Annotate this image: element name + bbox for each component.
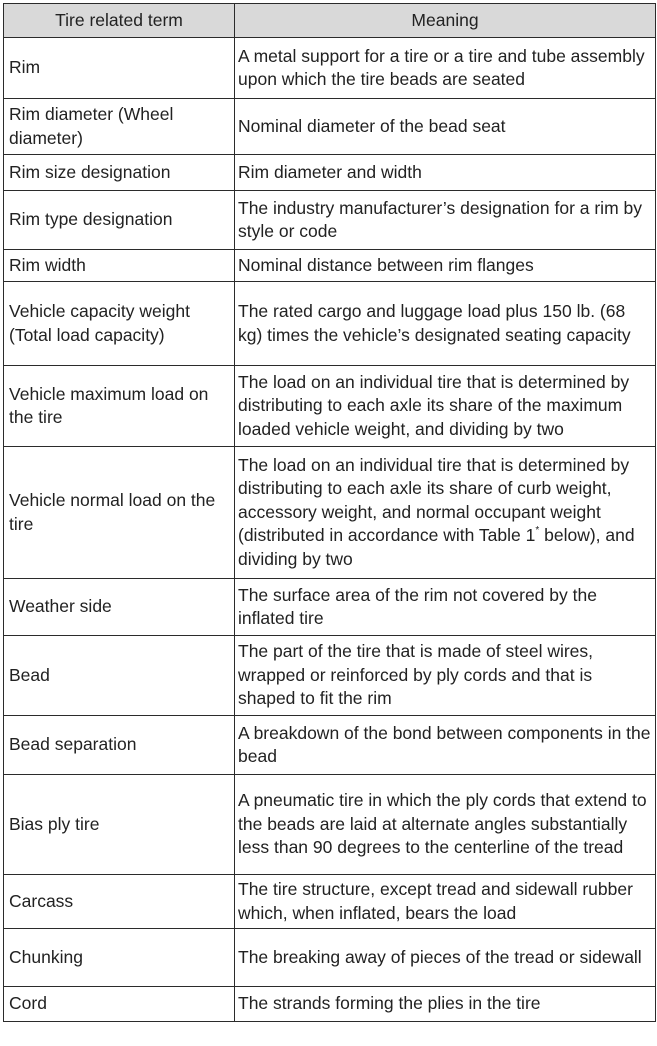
term-cell: Rim type designation — [4, 191, 235, 250]
meaning-text: The load on an individual tire that is determined by distributing to each axle its share of curb weight, accessory weight, and normal occupant weight (distributed in accordance with Table 1 — [238, 454, 630, 546]
table-row — [4, 366, 656, 447]
table-row — [4, 636, 656, 716]
footnote-marker: * — [535, 525, 540, 537]
table-row — [4, 579, 656, 636]
table-row — [4, 250, 656, 282]
term-cell: Bead — [4, 636, 235, 716]
term-cell: Carcass — [4, 875, 235, 929]
table-row — [4, 282, 656, 366]
term-cell: Weather side — [4, 579, 235, 636]
meaning-cell: The tire structure, except tread and sidewall rubber which, when inflated, bears the load — [235, 875, 656, 929]
meaning-cell: The breaking away of pieces of the tread or sidewall — [235, 929, 656, 987]
term-cell: Vehicle capacity weight (Total load capacity) — [4, 282, 235, 366]
meaning-cell: A pneumatic tire in which the ply cords that extend to the beads are laid at alternate angles substantially less than 90 degrees to the centerline of the tread — [235, 775, 656, 875]
table-row — [4, 191, 656, 250]
meaning-cell: The part of the tire that is made of steel wires, wrapped or reinforced by ply cords and that is shaped to fit the rim — [235, 636, 656, 716]
table-row — [4, 38, 656, 99]
table-row — [4, 99, 656, 155]
table-row — [4, 155, 656, 191]
term-cell: Vehicle normal load on the tire — [4, 447, 235, 579]
table-row — [4, 447, 656, 579]
term-cell: Chunking — [4, 929, 235, 987]
term-cell: Vehicle maximum load on the tire — [4, 366, 235, 447]
meaning-cell — [235, 447, 656, 579]
meaning-cell: Nominal diameter of the bead seat — [235, 99, 656, 155]
term-cell: Cord — [4, 987, 235, 1022]
table-header-row — [4, 4, 656, 38]
term-cell: Rim size designation — [4, 155, 235, 191]
meaning-cell: The strands forming the plies in the tire — [235, 987, 656, 1022]
term-cell: Rim width — [4, 250, 235, 282]
meaning-cell: A breakdown of the bond between components in the bead — [235, 716, 656, 775]
term-cell: Bias ply tire — [4, 775, 235, 875]
table-row — [4, 987, 656, 1022]
tire-terms-table — [3, 3, 656, 1022]
meaning-cell: A metal support for a tire or a tire and tube assembly upon which the tire beads are seated — [235, 38, 656, 99]
header-term: Tire related term — [4, 4, 235, 38]
term-cell: Rim diameter (Wheel diameter) — [4, 99, 235, 155]
tire-terms-document — [3, 3, 655, 1022]
meaning-cell: The load on an individual tire that is determined by distributing to each axle its share of the maximum loaded vehicle weight, and dividing by two — [235, 366, 656, 447]
table-row — [4, 716, 656, 775]
meaning-cell: The industry manufacturer’s designation for a rim by style or code — [235, 191, 656, 250]
meaning-text-tail: below), and dividing by two — [238, 525, 635, 569]
term-cell: Bead separation — [4, 716, 235, 775]
meaning-cell: The surface area of the rim not covered by the inflated tire — [235, 579, 656, 636]
term-cell: Rim — [4, 38, 235, 99]
meaning-cell: The rated cargo and luggage load plus 150 lb. (68 kg) times the vehicle’s designated seating capacity — [235, 282, 656, 366]
meaning-cell: Nominal distance between rim flanges — [235, 250, 656, 282]
table-row — [4, 929, 656, 987]
header-meaning: Meaning — [235, 4, 656, 38]
meaning-cell: Rim diameter and width — [235, 155, 656, 191]
table-row — [4, 775, 656, 875]
table-row — [4, 875, 656, 929]
